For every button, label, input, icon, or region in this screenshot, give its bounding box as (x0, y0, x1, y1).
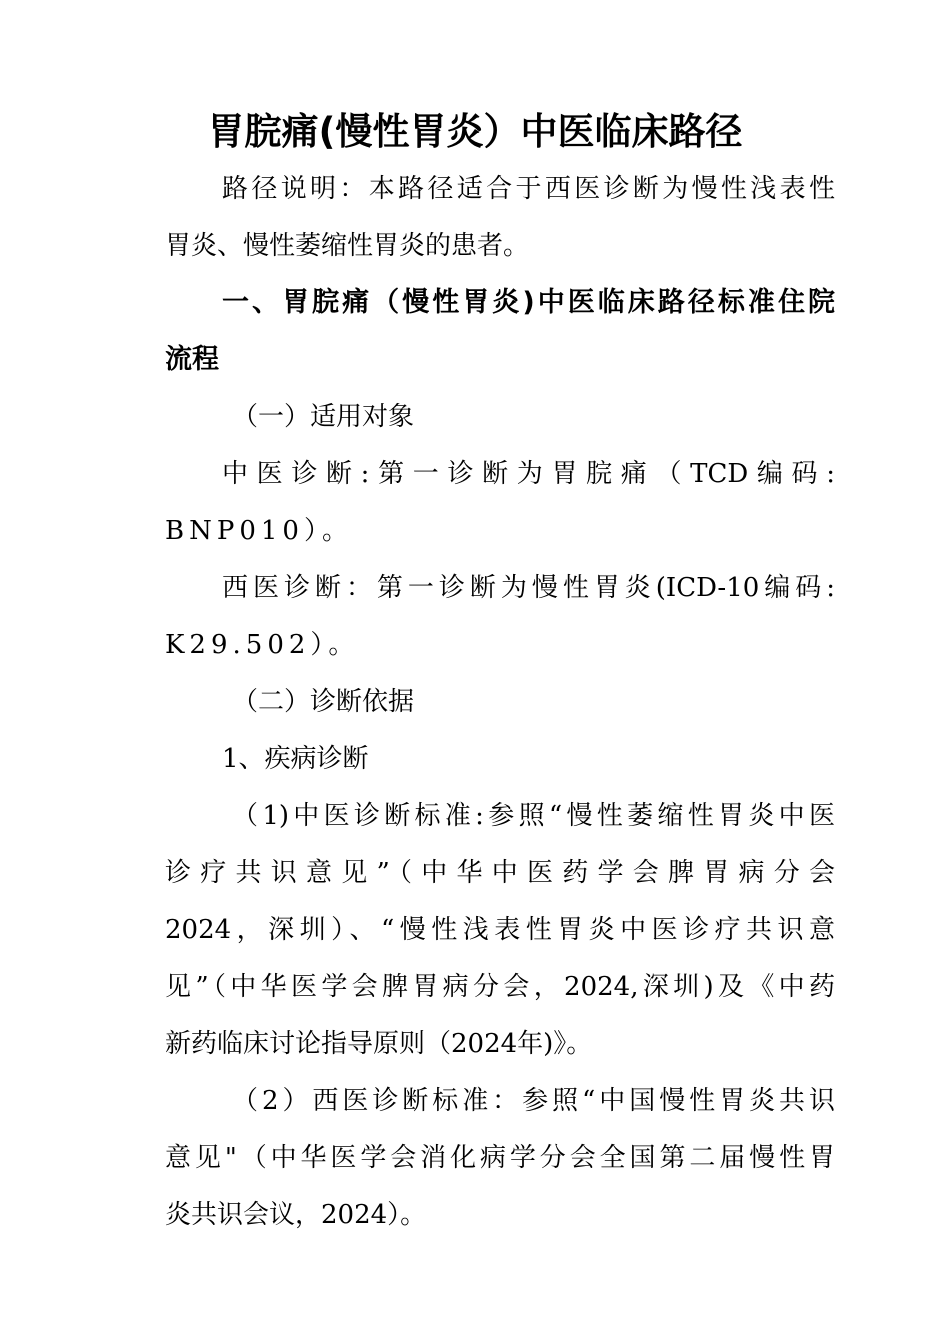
tcm-standard-line-3: 2024，深圳）、“慢性浅表性胃炎中医诊疗共识意 (165, 915, 835, 945)
wm-standard-line-1: （2）西医诊断标准：参照“中国慢性胃炎共识 (232, 1086, 835, 1116)
document-title: 胃脘痛(慢性胃炎）中医临床路径 (207, 110, 743, 153)
section-1-heading: 一、胃脘痛（慢性胃炎)中医临床路径标准住院 (222, 287, 835, 318)
wm-diagnosis-line-2: K29.502）。 (165, 630, 360, 660)
item-disease-diagnosis: 1、疾病诊断 (222, 744, 369, 774)
tcm-standard-line-5: 新药临床讨论指导原则（2024年)》。 (165, 1029, 593, 1059)
intro-line-1: 路径说明：本路径适合于西医诊断为慢性浅表性 (222, 174, 835, 204)
wm-standard-line-2: 意见"（中华医学会消化病学分会全国第二届慢性胃 (165, 1143, 835, 1173)
tcm-standard-line-2: 诊疗共识意见”（中华中医药学会脾胃病分会 (165, 858, 835, 888)
subsection-2-heading: （二）诊断依据 (232, 687, 415, 717)
section-1-heading-cont: 流程 (165, 344, 219, 375)
tcm-diagnosis-line-2: BNP010）。 (165, 516, 353, 546)
wm-standard-line-3: 炎共识会议，2024）。 (165, 1200, 427, 1230)
subsection-1-heading: （一）适用对象 (232, 402, 415, 432)
tcm-standard-line-4: 见”（中华医学会脾胃病分会，2024,深圳)及《中药 (165, 972, 835, 1002)
tcm-diagnosis-line-1: 中医诊断:第一诊断为胃脘痛（TCD编码: (222, 459, 835, 489)
wm-diagnosis-line-1: 西医诊断：第一诊断为慢性胃炎(ICD-10编码: (222, 573, 835, 603)
tcm-standard-line-1: （1)中医诊断标准:参照“慢性萎缩性胃炎中医 (232, 801, 835, 831)
intro-line-2: 胃炎、慢性萎缩性胃炎的患者。 (165, 231, 530, 261)
